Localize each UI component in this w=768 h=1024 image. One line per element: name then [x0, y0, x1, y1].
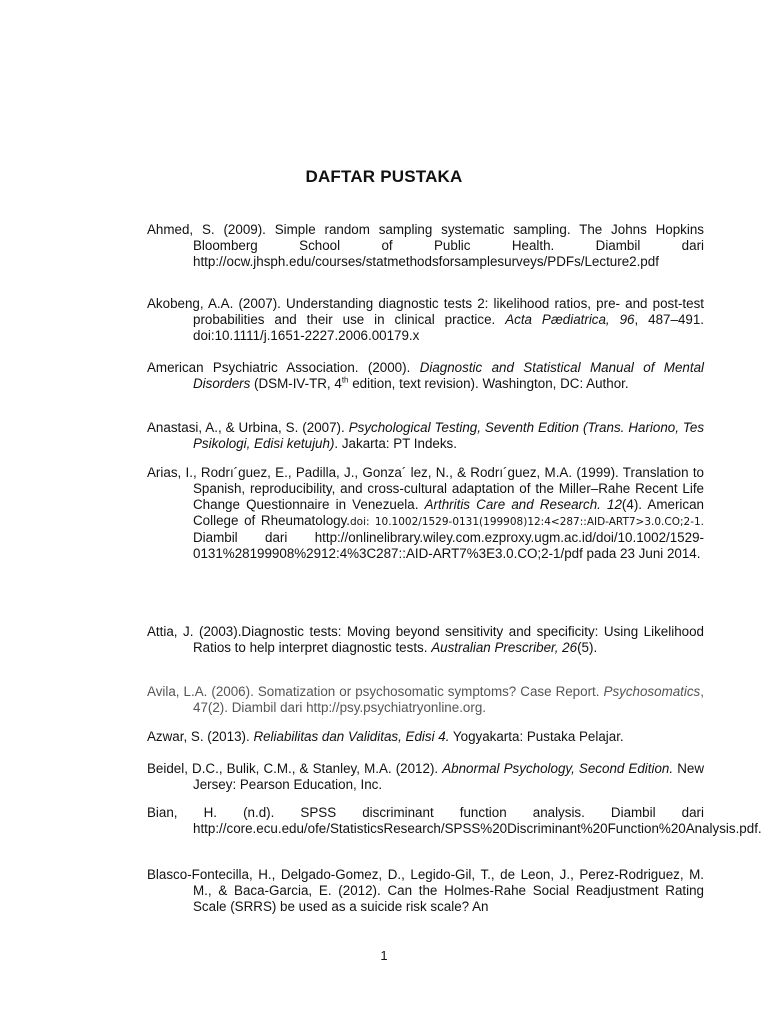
reference-text-segment: Diagnostic and Statistical Manual of Mental Disorders [193, 360, 705, 391]
reference-entry [147, 222, 704, 270]
reference-entry [147, 296, 704, 344]
reference-entry [147, 360, 704, 392]
reference-text-segment: Avila, L.A. (2006). Somatization or psychosomatic symptoms? Case Report. [147, 684, 604, 699]
reference-entry [147, 761, 704, 793]
reference-text-segment: (DSM-IV-TR, 4 [250, 376, 342, 391]
reference-text-segment: Ahmed, S. (2009). Simple random sampling systematic sampling. The Johns Hopkins Bloomberg School of Public Health. Diambil dari http://ocw.jhsph.edu/courses/statmethodsforsamplesurveys/PDFs/Lecture2.pdf [147, 222, 704, 269]
reference-text-segment: (4). American College of Rheumatology. [193, 497, 704, 528]
reference-text-segment: Arthritis Care and Research. 12 [424, 497, 622, 512]
reference-text-segment: doi: 10.1002/1529-0131(199908)12:4<287::AID-ART7>3.0.CO;2-1. [350, 516, 705, 528]
reference-text-segment: New Jersey: Pearson Education, Inc. [193, 761, 704, 792]
reference-text-segment: . Jakarta: PT Indeks. [334, 436, 457, 451]
reference-entry [147, 684, 704, 716]
reference-text-segment: Reliabilitas dan Validitas, Edisi 4. [253, 729, 450, 744]
page-number: 1 [380, 948, 388, 963]
reference-entry [147, 465, 704, 562]
page-title: DAFTAR PUSTAKA [305, 167, 463, 186]
reference-text-segment: Australian Prescriber, 26 [431, 640, 578, 655]
reference-entry [147, 867, 704, 915]
reference-text-segment: edition, text revision). Washington, DC: Author. [348, 376, 629, 391]
reference-text-segment: Akobeng, A.A. (2007). Understanding diagnostic tests 2: likelihood ratios, pre- and post-test probabilities and their use in clinical practice. [147, 296, 704, 327]
reference-text-segment: Bian, H. (n.d). SPSS discriminant function analysis. Diambil dari http://core.ecu.edu/ofe/StatisticsResearch/SPSS%20Discriminant%20Function%20Analysis.pdf. [147, 805, 762, 836]
reference-text-segment: Anastasi, A., & Urbina, S. (2007). [147, 420, 349, 435]
reference-text-segment: , 487–491. doi:10.1111/j.1651-2227.2006.00179.x [193, 312, 705, 343]
reference-text-segment: Psychological Testing, Seventh Edition (Trans. Hariono, Tes Psikologi, Edisi ketujuh) [193, 420, 705, 451]
reference-text-segment: , 47(2). Diambil dari http://psy.psychiatryonline.org. [193, 684, 704, 715]
reference-text-segment: (5). [577, 640, 598, 655]
reference-text-segment: Diambil dari http://onlinelibrary.wiley.com.ezproxy.ugm.ac.id/doi/10.1002/1529-0131%28199908%2912:4%3C287::AID-ART7%3E3.0.CO;2-1/pdf pada 23 Juni 2014. [193, 530, 704, 561]
reference-text-segment: Arias, I., Rodrı´guez, E., Padilla, J., Gonza´ lez, N., & Rodrı´guez, M.A. (1999). Translation to Spanish, reproducibility, and cross-cultural adaptation of the Miller–Rahe Recent Life Change Questionnaire in Venezuela. [147, 465, 704, 512]
reference-text-segment: Attia, J. (2003).Diagnostic tests: Moving beyond sensitivity and specificity: Using Likelihood Ratios to help interpret diagnostic tests. [147, 624, 704, 655]
reference-entry [147, 729, 704, 745]
reference-entry [147, 420, 704, 452]
reference-text-segment: Azwar, S. (2013). [147, 729, 254, 744]
reference-entry [147, 624, 704, 656]
reference-text-segment: American Psychiatric Association. (2000). [147, 360, 420, 375]
reference-text-segment: th [341, 375, 349, 385]
reference-text-segment: Beidel, D.C., Bulik, C.M., & Stanley, M.A. (2012). [147, 761, 443, 776]
reference-text-segment: Psychosomatics [603, 684, 701, 699]
reference-text-segment: Blasco-Fontecilla, H., Delgado-Gomez, D., Legido-Gil, T., de Leon, J., Perez-Rodriguez, M. M., & Baca-Garcia, E. (2012). Can the Holmes-Rahe Social Readjustment Rating Scale (SRRS) be used as a suicide risk scale? An [147, 867, 704, 914]
reference-entry [147, 805, 762, 837]
reference-text-segment: Abnormal Psychology, Second Edition. [442, 761, 674, 776]
reference-text-segment: Yogyakarta: Pustaka Pelajar. [449, 729, 624, 744]
reference-text-segment: Acta Pædiatrica, 96 [505, 312, 635, 327]
